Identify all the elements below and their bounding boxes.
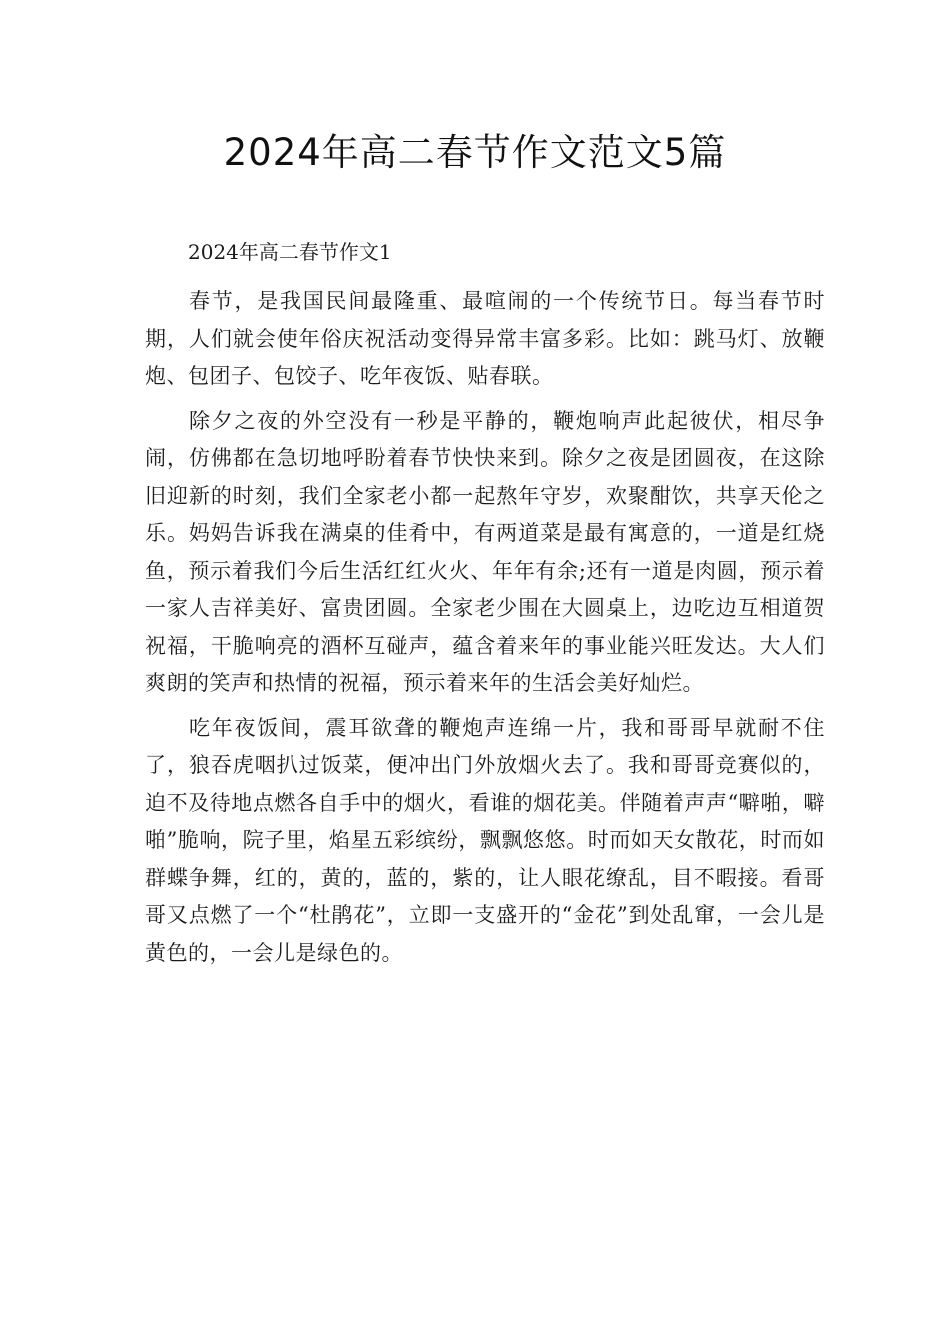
essay-subtitle: 2024年高二春节作文1 [188,240,392,264]
document-title: 2024年高二春节作文范文5篇 [223,131,727,174]
paragraph-1: 春节，是我国民间最隆重、最喧闹的一个传统节日。每当春节时期，人们就会使年俗庆祝活动变得异常丰富多彩。比如：跳马灯、放鞭炮、包团子、包饺子、吃年夜饭、贴春联。 [145,289,825,388]
paragraph-3: 吃年夜饭间，震耳欲聋的鞭炮声连绵一片，我和哥哥早就耐不住了，狼吞虎咽扒过饭菜，便冲出门外放烟火去了。我和哥哥竞赛似的，迫不及待地点燃各自手中的烟火，看谁的烟花美。伴随着声声“噼啪，噼啪”脆响，院子里，焰星五彩缤纷，飘飘悠悠。时而如天女散花，时而如群蝶争舞，红的，黄的，蓝的，紫的，让人眼花缭乱，目不暇接。看哥哥又点燃了一个“杜鹃花”，立即一支盛开的“金花”到处乱窜，一会儿是黄色的，一会儿是绿色的。 [145,715,825,965]
paragraph-2: 除夕之夜的外空没有一秒是平静的，鞭炮响声此起彼伏，相尽争闹，仿佛都在急切地呼盼着春节快快来到。除夕之夜是团圆夜，在这除旧迎新的时刻，我们全家老小都一起熬年守岁，欢聚酣饮，共享天伦之乐。妈妈告诉我在满桌的佳肴中，有两道菜是最有寓意的，一道是红烧鱼，预示着我们今后生活红红火火、年年有余;还有一道是肉圆，预示着一家人吉祥美好、富贵团圆。全家老少围在大圆桌上，边吃边互相道贺祝福，干脆响亮的酒杯互碰声，蕴含着来年的事业能兴旺发达。大人们爽朗的笑声和热情的祝福，预示着来年的生活会美好灿烂。 [145,408,825,695]
essay-body [145,283,825,972]
